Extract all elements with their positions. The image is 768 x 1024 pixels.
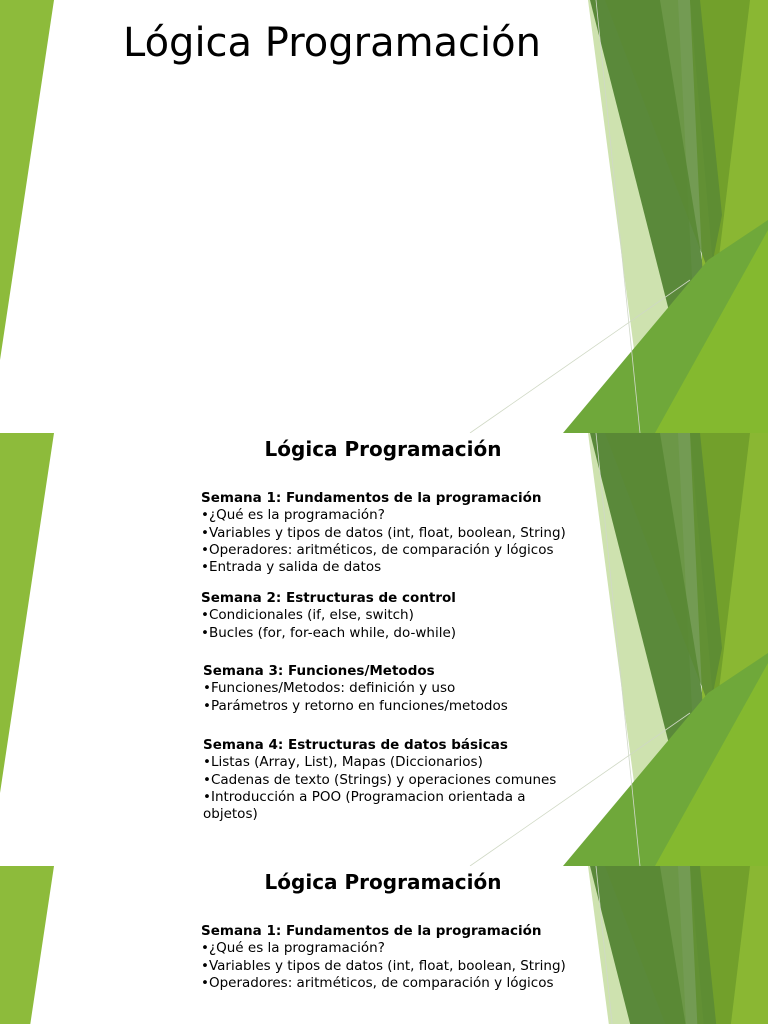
slide-heading: Lógica Programación — [264, 870, 502, 894]
topic-item: •Funciones/Metodos: definición y uso — [203, 680, 456, 697]
topic-item: •Introducción a POO (Programacion orientada a objetos) — [203, 788, 526, 823]
week-heading: Semana 1: Fundamentos de la programación — [201, 490, 542, 506]
topic-list — [203, 680, 573, 715]
topic-item: •Condicionales (if, else, switch) — [201, 607, 414, 624]
slide-title-text: Lógica Programación — [123, 20, 541, 66]
week-4-section — [203, 737, 573, 823]
topic-item: •¿Qué es la programación? — [201, 940, 385, 957]
topic-item: •Listas (Array, List), Mapas (Diccionarios) — [203, 754, 483, 771]
topic-list — [201, 940, 571, 992]
week-heading: Semana 3: Funciones/Metodos — [203, 663, 435, 679]
topic-list — [201, 607, 571, 642]
topic-item: •Operadores: aritméticos, de comparación y lógicos — [201, 974, 554, 991]
topic-item: •Entrada y salida de datos — [201, 559, 382, 576]
week-heading: Semana 2: Estructuras de control — [201, 590, 456, 606]
topic-item: •Parámetros y retorno en funciones/metodos — [203, 697, 508, 714]
week-heading: Semana 1: Fundamentos de la programación — [201, 923, 542, 939]
week-3-section — [203, 663, 573, 715]
topic-item: •Bucles (for, for-each while, do-while) — [201, 624, 457, 641]
week-1-section — [201, 923, 571, 992]
week-heading: Semana 4: Estructuras de datos básicas — [203, 737, 508, 753]
topic-item: •Variables y tipos de datos (int, float, boolean, String) — [201, 957, 566, 974]
slide-title — [0, 0, 768, 433]
topic-item: •¿Qué es la programación? — [201, 507, 385, 524]
slide-syllabus — [0, 433, 768, 866]
topic-item: •Variables y tipos de datos (int, float, boolean, String) — [201, 524, 566, 541]
week-1-section — [201, 490, 571, 576]
topic-list — [203, 754, 573, 823]
topic-item: •Cadenas de texto (Strings) y operaciones comunes — [203, 771, 557, 788]
topic-list — [201, 507, 571, 576]
week-2-section — [201, 590, 571, 642]
slide-syllabus-repeat — [0, 866, 768, 1024]
topic-item: •Operadores: aritméticos, de comparación y lógicos — [201, 541, 554, 558]
slide-heading: Lógica Programación — [264, 437, 502, 461]
